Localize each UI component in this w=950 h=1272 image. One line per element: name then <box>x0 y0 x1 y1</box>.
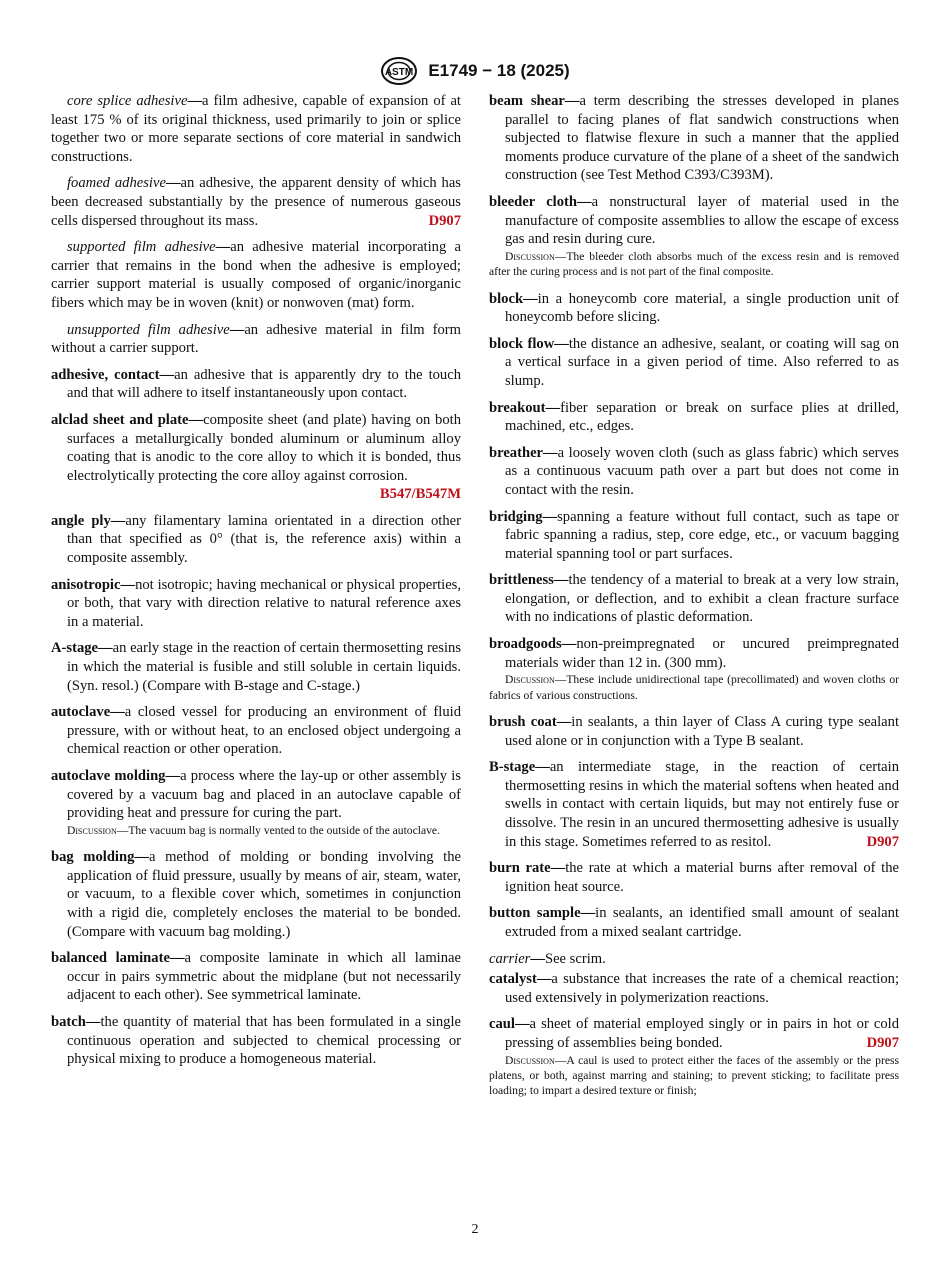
glossary-entry <box>51 411 461 504</box>
definition: an adhesive, the apparent density of which has been decreased substantially by the presence of numerous gaseous cells dispersed throughout its mass. <box>51 175 461 229</box>
discussion-text: The vacuum bag is normally vented to the outside of the autoclave. <box>128 823 440 837</box>
glossary-entry <box>489 1015 899 1052</box>
glossary-entry <box>489 859 899 896</box>
term: alclad sheet and plate <box>51 411 189 428</box>
astm-logo-icon <box>380 56 418 86</box>
term: bridging <box>489 508 543 525</box>
definition: an early stage in the reaction of certain thermosetting resins in which the material is fusible and still soluble in certain liquids. (Syn. resol.) (Compare with B-stage and C-stage.) <box>67 640 461 694</box>
definition: a loosely woven cloth (such as glass fabric) which serves as a continuous vacuum path over a part but does not come in contact with the resin. <box>505 444 899 498</box>
discussion-text: The bleeder cloth absorbs much of the excess resin and is removed after the curing process and is not part of the final composite. <box>489 249 899 279</box>
term-separator: — <box>165 768 181 784</box>
term-separator: — <box>530 950 545 967</box>
definition: a process where the lay-up or other assembly is covered by a vacuum bag and placed in an autoclave capable of providing heat and pressure for curing the part. <box>67 768 461 822</box>
glossary-entry <box>489 444 899 500</box>
discussion-separator: — <box>554 249 567 263</box>
discussion-note <box>489 249 899 280</box>
discussion-separator: — <box>554 673 567 687</box>
glossary-entry <box>489 508 899 564</box>
definition: the tendency of a material to break at a very low strain, elongation, or deflection, and to exhibit a clean fracture surface with no indications of plastic deformation. <box>505 572 899 626</box>
glossary-entry <box>51 639 461 695</box>
glossary-entry <box>51 92 461 166</box>
term: carrier <box>489 950 531 967</box>
term-separator: — <box>553 572 569 589</box>
term-separator: — <box>159 366 175 383</box>
definition: an adhesive that is apparently dry to the touch and that will adhere to itself instantaneously upon contact. <box>67 366 461 402</box>
definition: a composite laminate in which all laminae occur in pairs symmetric about the midplane (but not necessarily adjacent to each other). See symmetrical laminate. <box>67 950 461 1004</box>
glossary-entry <box>489 335 899 391</box>
term: brush coat <box>489 714 557 731</box>
term: batch <box>51 1013 86 1030</box>
term: bleeder cloth <box>489 193 578 210</box>
term-separator: — <box>134 849 149 866</box>
definition: an adhesive material in film form without a carrier support. <box>51 321 462 357</box>
term: angle ply <box>51 512 111 529</box>
term-separator: — <box>523 290 538 307</box>
term: broadgoods <box>489 636 562 653</box>
definition: an adhesive material incorporating a carrier that remains in the bond when the adhesive is employed; carrier support material is usually composed of organic/inorganic fibers which may be in woven (knit) or nonwoven (mat) form. <box>51 239 461 311</box>
term-separator: — <box>98 640 113 657</box>
glossary-entry <box>51 174 461 230</box>
glossary-entry <box>51 512 461 568</box>
discussion-label: Discussion <box>505 1053 555 1067</box>
term: A-stage <box>51 640 99 657</box>
term: unsupported film adhesive <box>67 321 230 338</box>
glossary-entry <box>489 571 899 627</box>
term: block <box>489 290 524 307</box>
term: autoclave <box>51 704 111 721</box>
term-separator: — <box>188 411 204 428</box>
definition: in a honeycomb core material, a single production unit of honeycomb before slicing. <box>505 290 899 326</box>
glossary-entry <box>489 399 899 436</box>
definition: See scrim. <box>544 950 606 967</box>
term: autoclave molding <box>51 768 166 784</box>
term: block flow <box>489 335 555 352</box>
term: beam shear <box>489 93 565 109</box>
glossary-entry <box>51 848 461 941</box>
term-separator: — <box>187 93 203 109</box>
definition: a term describing the stresses developed in planes parallel to facing planes of flat sandwich constructions when subjected to flatwise flexure in such a manner that the applied moments produce curvature of the plane of a sheet of the sandwich construction (see Test Method C393/C393M). <box>505 93 899 184</box>
discussion-label: Discussion <box>67 823 117 837</box>
glossary-entry <box>489 758 899 851</box>
glossary-entry <box>489 193 899 249</box>
term: anisotropic <box>51 576 121 593</box>
term-separator: — <box>554 335 569 352</box>
definition: a substance that increases the rate of a chemical reaction; used extensively in polymerization reactions. <box>505 971 899 1006</box>
term-separator: — <box>215 239 231 256</box>
svg-text:ASTM: ASTM <box>385 67 414 78</box>
definition: composite sheet (and plate) having on both surfaces a metallurgically bonded aluminum or aluminum alloy coating that is anodic to the core alloy to which it is bonded, thus electrolytically protecting the core alloy against corrosion. <box>67 411 461 484</box>
definition: the distance an adhesive, sealant, or coating will sag on a vertical surface in a given period of time. Also referred to as slump. <box>505 335 899 389</box>
term: breakout <box>489 399 546 416</box>
definition: a film adhesive, capable of expansion of at least 175 % of its original thickness, used primarily to join or splice together two or more separate sections of core material in sandwich constructions. <box>51 93 461 165</box>
glossary-entry <box>489 713 899 750</box>
term-separator: — <box>580 905 596 922</box>
term: burn rate <box>489 860 551 877</box>
standard-reference-link[interactable]: D907 <box>866 833 899 850</box>
term: caul <box>489 1016 515 1033</box>
glossary-entry <box>51 238 461 312</box>
term-separator: — <box>556 714 572 731</box>
glossary-entry <box>489 92 899 185</box>
left-column <box>51 92 461 1077</box>
glossary-entry <box>51 321 461 358</box>
term: brittleness <box>489 572 554 589</box>
term-separator: — <box>514 1016 530 1033</box>
glossary-entry <box>489 290 899 327</box>
term-separator: — <box>110 512 126 529</box>
term-separator: — <box>545 399 561 416</box>
term-separator: — <box>120 576 136 593</box>
term: adhesive, contact <box>51 366 160 383</box>
term-separator: — <box>85 1013 101 1030</box>
glossary-entry <box>51 767 461 823</box>
definition: spanning a feature without full contact, such as tape or fabric spanning a radius, step, core edge, etc., or vacuum bagging material spanning tool or part surfaces. <box>505 508 899 562</box>
definition: fiber separation or break on surface plies at drilled, machined, etc., edges. <box>505 399 899 435</box>
glossary-entry <box>51 949 461 1005</box>
term: balanced laminate <box>51 950 170 967</box>
glossary-entry <box>51 366 461 403</box>
discussion-text: These include unidirectional tape (precollimated) and woven cloths or fabrics of various constructions. <box>489 673 899 702</box>
definition: non-preimpregnated or uncured preimpregnated materials wider than 12 in. (300 mm). <box>505 636 899 671</box>
term: bag molding <box>51 849 135 866</box>
discussion-separator: — <box>116 823 129 837</box>
definition: a closed vessel for producing an environment of fluid pressure, with or without heat, to an enclosed object undergoing a chemical reaction or other operation. <box>67 704 461 758</box>
discussion-note <box>51 823 461 838</box>
term: button sample <box>489 905 581 922</box>
term-separator: — <box>536 971 552 988</box>
term-separator: — <box>561 636 577 653</box>
definition: in sealants, a thin layer of Class A curing type sealant used alone or in conjunction with a Type B sealant. <box>505 714 899 749</box>
term: supported film adhesive <box>67 239 216 256</box>
page-header <box>0 56 950 86</box>
term-separator: — <box>110 704 125 721</box>
term-separator: — <box>543 444 558 461</box>
document-designation: E1749 − 18 (2025) <box>428 61 570 80</box>
glossary-entry <box>51 576 461 632</box>
term-separator: — <box>542 508 558 525</box>
glossary-entry <box>489 635 899 672</box>
term-separator: — <box>577 193 592 210</box>
term: catalyst <box>489 971 537 988</box>
glossary-entry <box>51 703 461 759</box>
definition: the quantity of material that has been formulated in a single continuous operation and subjected to chemical processing or physical mixing to produce a homogeneous material. <box>67 1013 461 1068</box>
discussion-note <box>489 1053 899 1099</box>
glossary-entry <box>489 950 899 969</box>
term-separator: — <box>535 759 550 776</box>
definition: a nonstructural layer of material used in the manufacture of composite assemblies to allow the escape of excess gas and resin during cure. <box>505 193 899 248</box>
term-separator: — <box>550 860 566 877</box>
discussion-separator: — <box>554 1053 567 1067</box>
term: breather <box>489 444 544 461</box>
term-separator: — <box>165 175 181 192</box>
term: foamed adhesive <box>67 175 166 192</box>
standard-reference-link[interactable]: B547/B547M <box>379 486 461 503</box>
definition: any filamentary lamina orientated in a direction other than that specified as 0° (that is, the reference axis) within a composite assembly. <box>67 512 461 567</box>
term-separator: — <box>564 93 580 109</box>
definition: not isotropic; having mechanical or physical properties, or both, that vary with direction relative to natural reference axes in a material. <box>67 576 461 630</box>
discussion-label: Discussion <box>505 249 555 263</box>
glossary-entry <box>489 970 899 1007</box>
discussion-note <box>489 672 899 703</box>
definition: a method of molding or bonding involving the application of fluid pressure, usually by means of air, steam, water, or vacuum, to a flexible cover which, sometimes in conjunction with a rigid die, completely encloses the material to be bonded. (Compare with vacuum bag molding.) <box>67 849 461 940</box>
standard-reference-link[interactable]: D907 <box>866 1034 899 1051</box>
page-number: 2 <box>471 1222 479 1237</box>
discussion-label: Discussion <box>505 673 555 687</box>
definition: in sealants, an identified small amount of sealant extruded from a mixed sealant cartridge. <box>505 905 900 940</box>
definition: a sheet of material employed singly or in pairs in hot or cold pressing of assemblies being bonded. <box>505 1016 899 1051</box>
term: B-stage <box>489 759 536 776</box>
definition: the rate at which a material burns after removal of the ignition heat source. <box>505 860 899 895</box>
term-separator: — <box>169 950 185 967</box>
definition: an intermediate stage, in the reaction of certain thermosetting resins in which the material softens when heated and swells in contact with certain liquids, but may not entirely fuse or dissolve. The resin in an uncured thermosetting adhesive is usually in this stage. Sometimes referred to as resitol. <box>505 759 899 850</box>
right-column <box>489 92 899 1109</box>
glossary-entry <box>489 904 899 941</box>
standard-reference-link[interactable]: D907 <box>428 212 461 229</box>
term: core splice adhesive <box>67 93 188 109</box>
term-separator: — <box>229 321 245 338</box>
discussion-text: A caul is used to protect either the faces of the assembly or the press platens, or both, against marring and staining; to prevent sticking; to facilitate press loading; to impart a desired texture or finish; <box>489 1053 899 1098</box>
glossary-entry <box>51 1013 461 1069</box>
